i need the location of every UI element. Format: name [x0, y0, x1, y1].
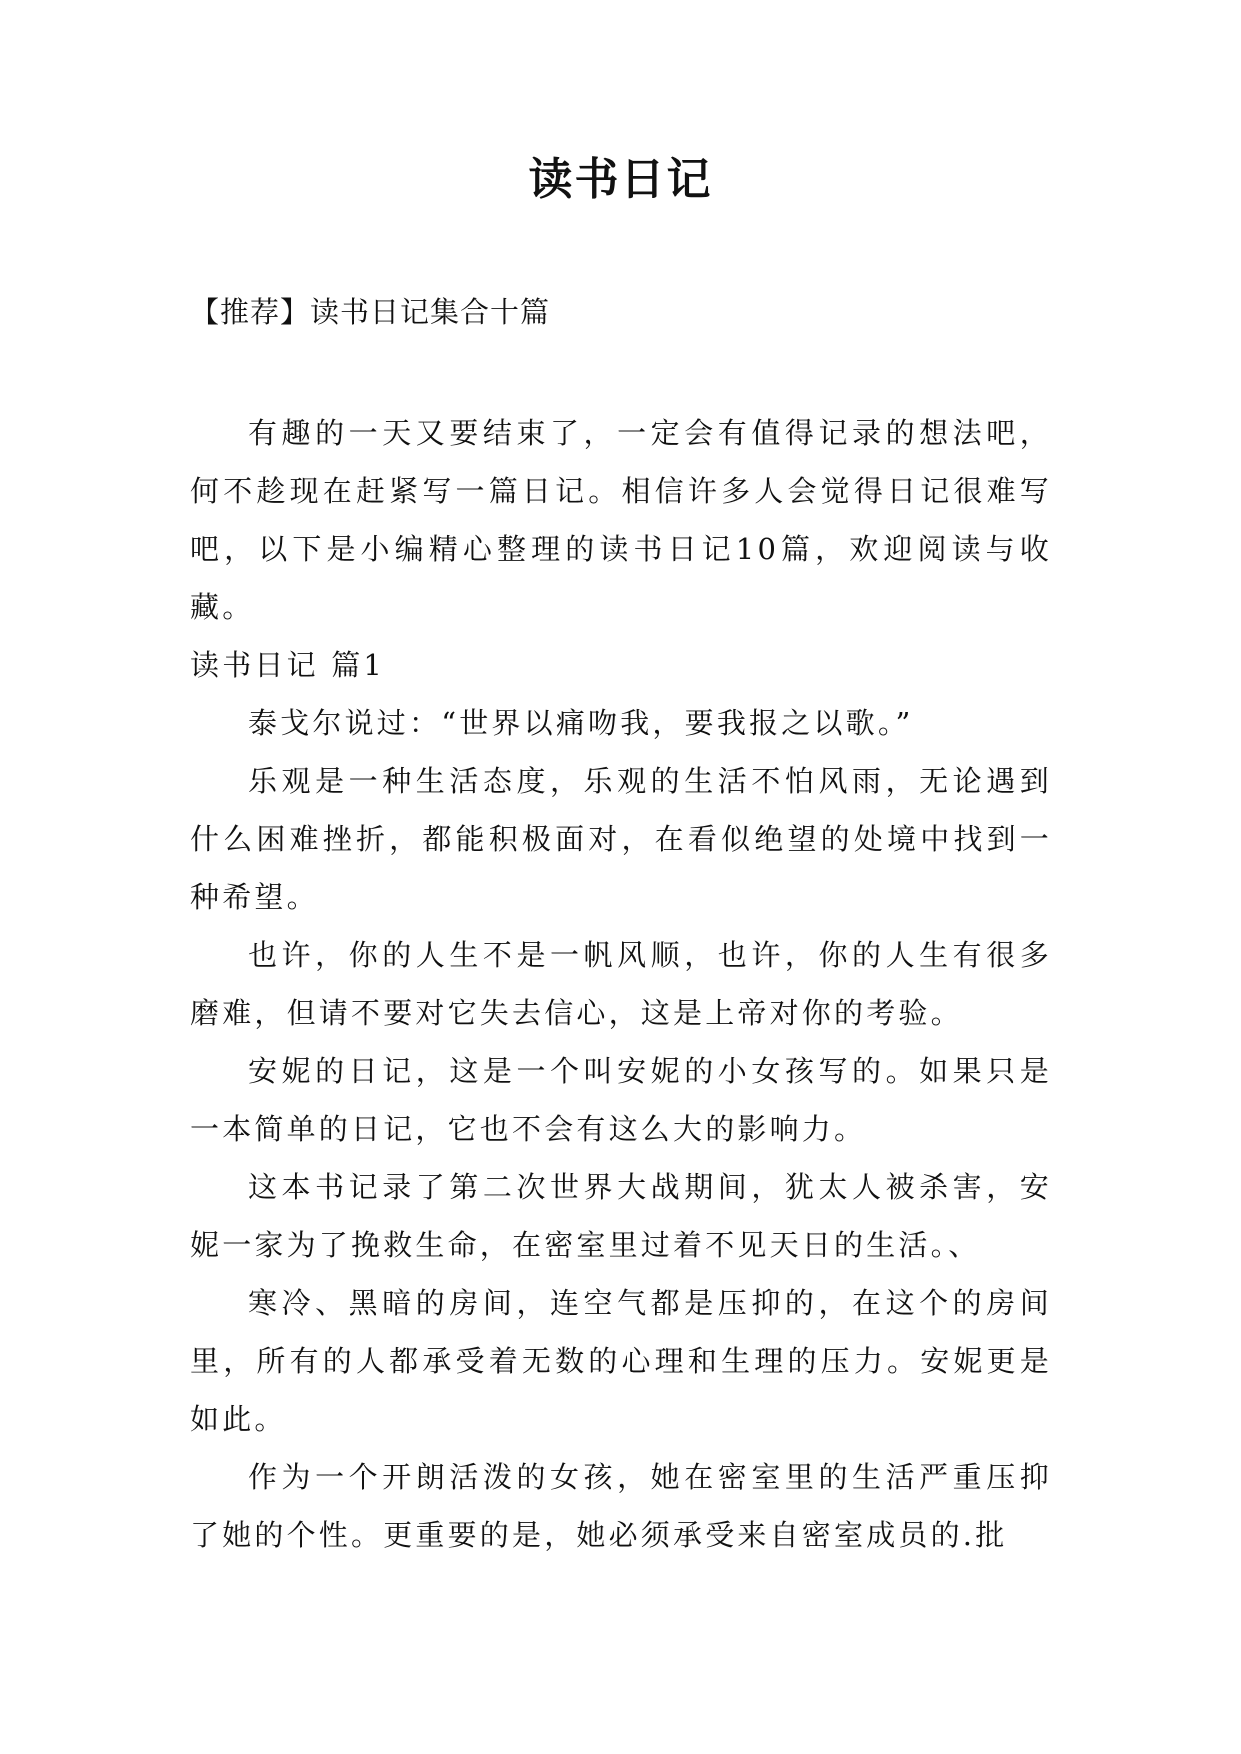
body-paragraph: 作为一个开朗活泼的女孩，她在密室里的生活严重压抑了她的个性。更重要的是，她必须承受来自密室成员的.批 [190, 1460, 1052, 1552]
page-title: 读书日记 [528, 154, 713, 205]
intro-paragraph: 有趣的一天又要结束了，一定会有值得记录的想法吧，何不趁现在赶紧写一篇日记。相信许多人会觉得日记很难写吧，以下是小编精心整理的读书日记10篇，欢迎阅读与收藏。 [190, 416, 1052, 624]
body-paragraph: 这本书记录了第二次世界大战期间，犹太人被杀害，安妮一家为了挽救生命，在密室里过着不见天日的生活。、 [190, 1170, 1052, 1262]
body-paragraph: 乐观是一种生活态度，乐观的生活不怕风雨，无论遇到什么困难挫折，都能积极面对，在看似绝望的处境中找到一种希望。 [190, 764, 1052, 914]
body-paragraph: 安妮的日记，这是一个叫安妮的小女孩写的。如果只是一本简单的日记，它也不会有这么大的影响力。 [190, 1054, 1052, 1146]
body-paragraph: 也许，你的人生不是一帆风顺，也许，你的人生有很多磨难，但请不要对它失去信心，这是上帝对你的考验。 [190, 938, 1052, 1030]
body-paragraph: 寒冷、黑暗的房间，连空气都是压抑的，在这个的房间里，所有的人都承受着无数的心理和生理的压力。安妮更是如此。 [190, 1286, 1052, 1436]
document-subtitle: 【推荐】读书日记集合十篇 [190, 295, 551, 329]
document-body [190, 404, 1052, 1564]
body-paragraph: 泰戈尔说过：“世界以痛吻我，要我报之以歌。” [248, 706, 914, 740]
section-heading: 读书日记 篇1 [190, 648, 386, 682]
